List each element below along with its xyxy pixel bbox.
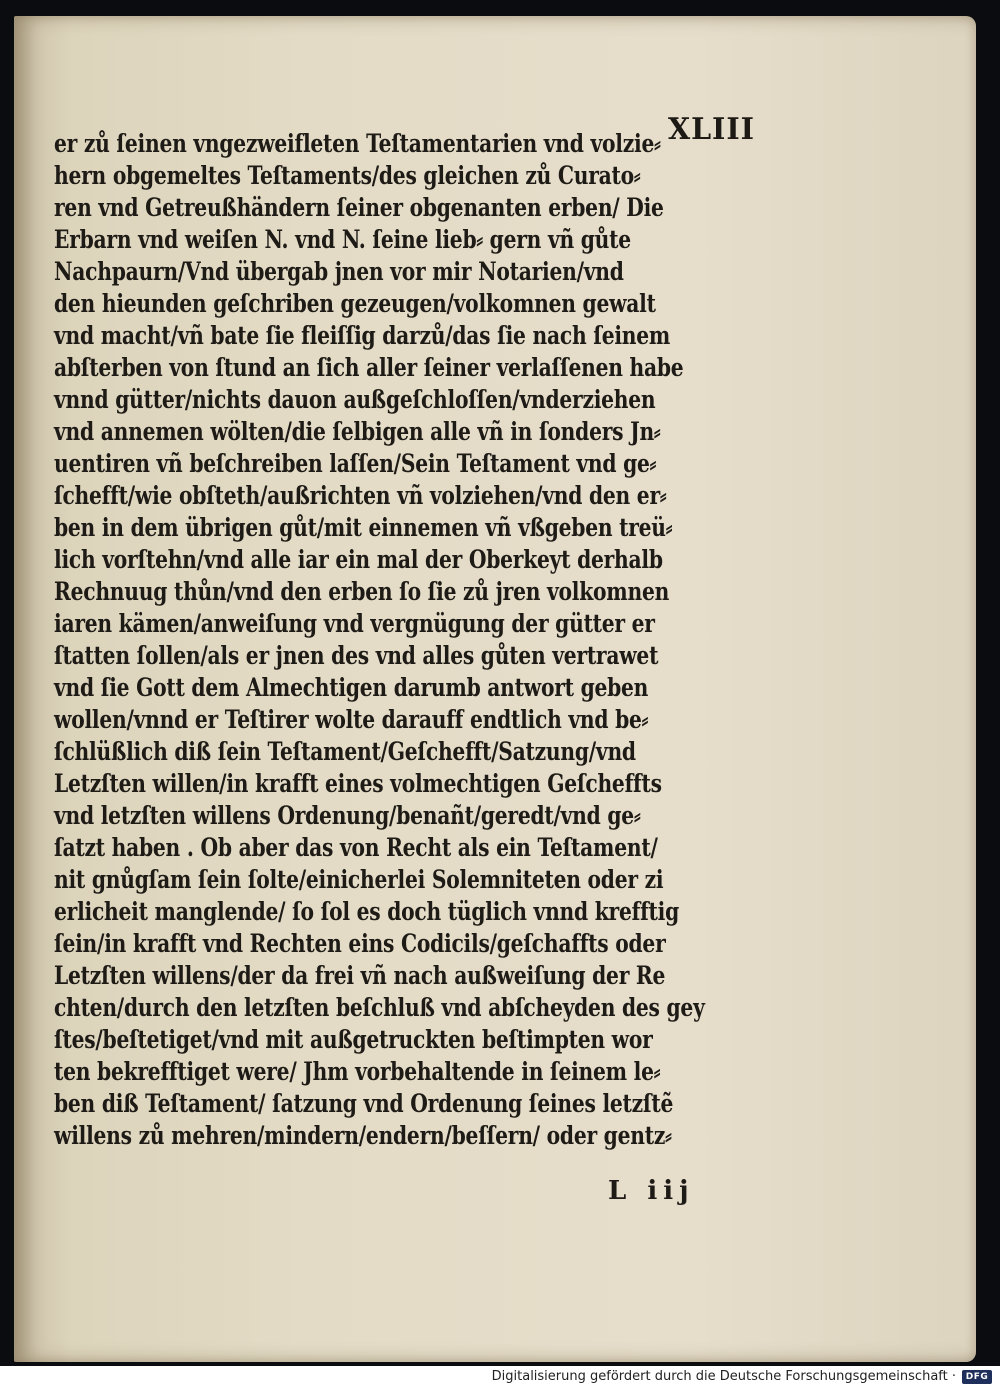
funding-credit: Digitalisierung gefördert durch die Deutsche Forschungsgemeinschaft · xyxy=(491,1369,956,1384)
text-line: Letzſten willen/in krafft eines volmechtigen Geſcheffts xyxy=(54,769,662,798)
text-line: Erbarn vnd weiſen N. vnd N. ſeine lieb⸗ gern vñ gůte xyxy=(54,225,631,254)
folio-number: XLIII xyxy=(668,112,755,147)
text-line: uentiren vñ beſchreiben laſſen/Sein Teſtament vnd ge⸗ xyxy=(54,449,657,478)
text-line: vnd macht/vñ bate ſie fleiſſig darzů/das ſie nach ſeinem xyxy=(54,321,671,350)
text-line: ſatzt haben . Ob aber das von Recht als ein Teſtament/ xyxy=(54,833,658,862)
text-line: vnd annemen wölten/die ſelbigen alle vñ in ſonders Jn⸗ xyxy=(54,417,661,446)
text-line: ben diß Teſtament/ ſatzung vnd Ordenung ſeines letzſtẽ xyxy=(54,1089,674,1118)
text-line: ben in dem übrigen gůt/mit einnemen vñ vßgeben treü⸗ xyxy=(54,513,673,542)
text-line: er zů ſeinen vngezweifleten Teſtamentarien vnd volzie⸗ xyxy=(54,129,661,158)
text-line: Nachpaurn/Vnd übergab jnen vor mir Notarien/vnd xyxy=(54,257,624,286)
text-line: abſterben von ſtund an ſich aller ſeiner verlaſſenen habe xyxy=(54,353,684,382)
text-line: vnd ſie Gott dem Almechtigen darumb antwort geben xyxy=(54,673,649,702)
text-line: iaren kämen/anweiſung vnd vergnügung der gütter er xyxy=(54,609,655,638)
text-line: wollen/vnnd er Teſtirer wolte darauff endtlich vnd be⸗ xyxy=(54,705,649,734)
text-line: ſchlüßlich diß ſein Teſtament/Geſchefft/Satzung/vnd xyxy=(54,737,636,766)
text-line: ſchefft/wie obſteth/außrichten vñ volziehen/vnd den er⸗ xyxy=(54,481,667,510)
text-line: ſtes/beſtetiget/vnd mit außgetruckten beſtimpten wor xyxy=(54,1025,653,1054)
text-line: willens zů mehren/mindern/endern/beſſern/ oder gentz⸗ xyxy=(54,1121,672,1150)
main-text-block xyxy=(54,128,794,1152)
text-line: vnd letzſten willens Ordenung/benañt/geredt/vnd ge⸗ xyxy=(54,801,641,830)
text-line: Letzſten willens/der da frei vñ nach außweiſung der Re xyxy=(54,961,666,990)
signature-mark: L iij xyxy=(608,1176,695,1206)
footer-bar xyxy=(0,1366,1000,1389)
text-line: ſtatten ſollen/als er jnen des vnd alles gůten vertrawet xyxy=(54,641,659,670)
text-line: chten/durch den letzſten beſchluß vnd abſcheyden des gey xyxy=(54,993,705,1022)
text-line: ren vnd Getreußhändern ſeiner obgenanten erben/ Die xyxy=(54,193,664,222)
text-line: lich vorſtehn/vnd alle iar ein mal der Oberkeyt derhalb xyxy=(54,545,663,574)
text-line: hern obgemeltes Teſtaments/des gleichen zů Curato⸗ xyxy=(54,161,641,190)
text-line: den hieunden geſchriben gezeugen/volkomnen gewalt xyxy=(54,289,656,318)
book-page xyxy=(14,16,976,1362)
text-line: erlicheit manglende/ ſo ſol es doch tüglich vnnd krefftig xyxy=(54,897,680,926)
text-line: vnnd gütter/nichts dauon außgeſchloſſen/vnderziehen xyxy=(54,385,656,414)
text-line: ten bekrefftiget were/ Jhm vorbehaltende in ſeinem le⸗ xyxy=(54,1057,661,1086)
text-line: nit gnůgſam ſein ſolte/einicherlei Solemniteten oder zi xyxy=(54,865,664,894)
dfg-logo: DFG xyxy=(962,1370,992,1384)
text-line: ſein/in krafft vnd Rechten eins Codicils/geſchaffts oder xyxy=(54,929,666,958)
text-line: Rechnuug thůn/vnd den erben ſo ſie zů jren volkomnen xyxy=(54,577,670,606)
